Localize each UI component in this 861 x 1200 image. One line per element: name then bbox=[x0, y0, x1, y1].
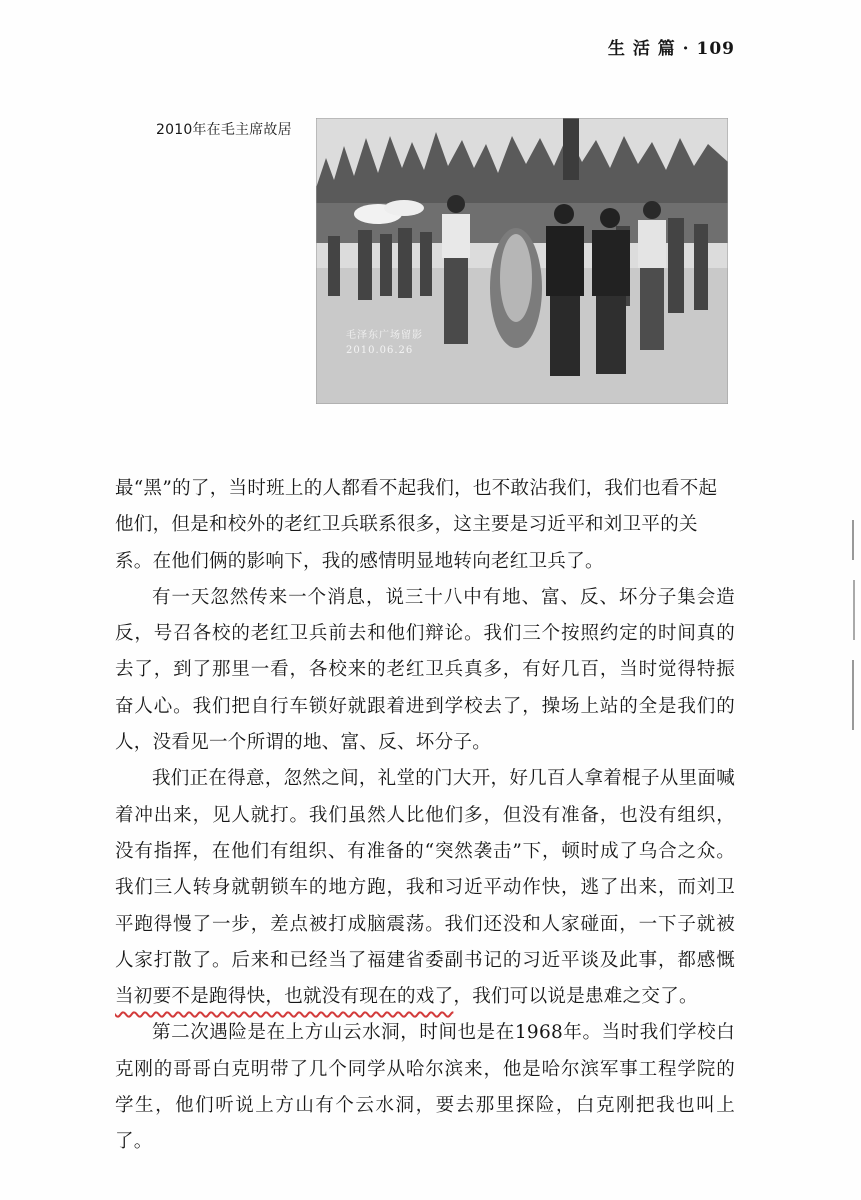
ambush-text-after: ，我们可以说是患难之交了。 bbox=[453, 986, 698, 1008]
photo-stamp-date: 2010.06.26 bbox=[346, 345, 414, 356]
photo-stamp bbox=[346, 328, 423, 358]
photo-figure-far-right bbox=[638, 201, 666, 350]
body-text bbox=[115, 471, 735, 1161]
paragraph-rally: 有一天忽然传来一个消息，说三十八中有地、富、反、坏分子集会造反，号召各校的老红卫兵前去和他们辩论。我们三个按照约定的时间真的去了，到了那里一看，各校来的老红卫兵真多，有好几百，当时觉得特振奋人心。我们把自行车锁好就跟着进到学校去了，操场上站的全是我们的人，没看见一个所谓的地、富、反、坏分子。 bbox=[115, 586, 735, 754]
photo-statue bbox=[563, 118, 579, 180]
photo-umbrella bbox=[384, 200, 424, 216]
paragraph-cave: 第二次遇险是在上方山云水洞，时间也是在1968年。当时我们学校白克刚的哥哥白克明带了几个同学从哈尔滨来，他是哈尔滨军事工程学院的学生，他们听说上方山有个云水洞，要去那里探险，白克刚把我也叫上了。 bbox=[115, 1022, 735, 1153]
ambush-text-before: 我们正在得意，忽然之间，礼堂的门大开，好几百人拿着棍子从里面喊着冲出来，见人就打。我们虽然人比他们多，但没有准备，也没有组织，没有指挥，在他们有组织、有准备的“突然袭击”下，顿时成了乌合之众。我们三人转身就朝锁车的地方跑，我和习近平动作快，逃了出来，而刘卫平跑得慢了一步，差点被打成脑震荡。我们还没和人家碰面，一下子就被人家打散了。后来和已经当了福建省委副书记的习近平谈及此事，都感慨 bbox=[115, 768, 735, 971]
photo-wreath bbox=[490, 228, 542, 348]
running-head: 生 活 篇 · 109 bbox=[607, 39, 735, 59]
photo-figure-left bbox=[442, 195, 470, 344]
underlined-quote: 当初要不是跑得快，也就没有现在的戏了 bbox=[115, 986, 454, 1008]
photo-figure-right bbox=[592, 208, 630, 374]
scan-edge-marks bbox=[851, 520, 857, 740]
photo-figure-middle bbox=[546, 204, 584, 376]
photo-scene bbox=[316, 118, 728, 404]
photo-caption: 2010年在毛主席故居 bbox=[156, 122, 292, 138]
photo-stamp-title: 毛泽东广场留影 bbox=[346, 330, 423, 341]
paragraph-ambush bbox=[115, 761, 735, 1015]
photo bbox=[316, 118, 728, 404]
paragraph-continued: 最“黑”的了，当时班上的人都看不起我们，也不敢沾我们，我们也看不起他们，但是和校外的老红卫兵联系很多，这主要是习近平和刘卫平的关系。在他们俩的影响下，我的感情明显地转向老红卫兵了。 bbox=[115, 478, 718, 572]
